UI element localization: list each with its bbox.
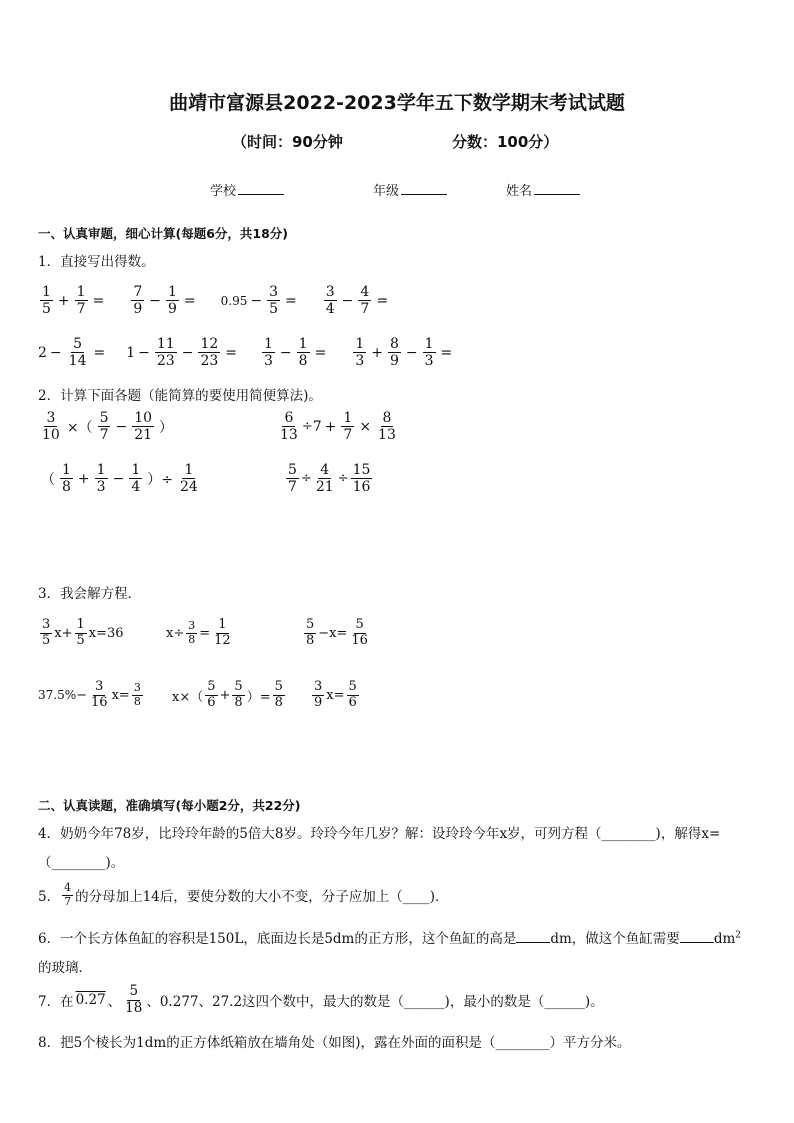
- q3-eq-5: x×（ 5 6 + $\frac{5}{8}$ ）= $\frac{5}{8}$: [172, 679, 283, 710]
- question-7: 7．在 0.27 、 5 18 、0.277、27.2这四个数中，最大的数是（______)，最小的数是（______)。: [38, 983, 604, 1016]
- grade-field[interactable]: 年级: [373, 180, 447, 199]
- question-3-text: 3．我会解方程．: [38, 586, 142, 602]
- time-info: （时间：90分钟: [232, 133, 343, 151]
- q1-row-2: [38, 336, 455, 369]
- q2-expr-1: $\frac{3}{10}$ ×（ 5 7 − $\frac{10}{21}$ ）: [42, 410, 174, 444]
- q3-eq-6: 3 9 x= $\frac{5}{6}$: [314, 679, 357, 710]
- q1-r1-expr-c: 0.95 − $\frac{3}{5}$ =: [220, 284, 297, 318]
- q2-expr-2: $\frac{6}{13}$ ÷ 7 + $\frac{1}{7}$ × $\frac{8}{13}$: [280, 410, 396, 444]
- q1-r1-expr-b: 7 9 − $\frac{1}{9}$ =: [133, 284, 196, 318]
- question-4-line-2: （________)。: [38, 855, 125, 871]
- q1-r1-expr-d: 3 4 − $\frac{4}{7}$ =: [325, 284, 389, 318]
- q3-eq-4: 37.5% − $\frac{3}{16}$ x= $\frac{3}{8}$: [38, 679, 141, 710]
- score-info: 分数：100分）: [452, 133, 559, 151]
- question-1-text: 1．直接写出得数。: [38, 254, 155, 270]
- question-4-line-1: 4．奶奶今年78岁，比玲玲年龄的5倍大8岁。玲玲今年几岁？解：设玲玲今年x岁，可列方程（________)，解得x=: [38, 826, 721, 842]
- question-8: 8．把5个棱长为1dm的正方体纸箱放在墙角处（如图)，露在外面的面积是（________）平方分米。: [38, 1035, 631, 1051]
- question-5: 5． 4 7 的分母加上14后，要使分数的大小不变，分子应加上（____)．: [38, 881, 449, 908]
- q1-r2-expr-a: 2 − $\frac{5}{14}$ =: [38, 336, 106, 370]
- q2-expr-4: $\frac{5}{7}$ ÷ $\frac{4}{21}$ ÷ $\frac{15}{16}$: [288, 462, 371, 496]
- page-title: 曲靖市富源县2022-2023学年五下数学期末考试试题: [169, 92, 625, 114]
- question-6-line-1: 6．一个长方体鱼缸的容积是150L，底面边长是5dm的正方形，这个鱼缸的高是 dm，做这个鱼缸需要 $dm^2$: [38, 930, 741, 947]
- q3-eq-1: 3 5 x+ $\frac{1}{5}$ x= 36: [42, 617, 124, 648]
- section-1-heading: 一、认真审题，细心计算(每题6分，共18分): [38, 226, 289, 241]
- q3-eq-3: 5 8 −x= $\frac{5}{16}$: [306, 617, 368, 648]
- q1-row-1: [38, 284, 391, 317]
- q1-r2-expr-c: 1 3 − $\frac{1}{8}$ =: [264, 336, 327, 370]
- q2-expr-3: （ 1 8 + $\frac{1}{3}$ − $\frac{1}{4}$ ）÷ $\frac{1}{24}$: [41, 462, 198, 496]
- q1-r1-expr-a: 1 5 + $\frac{1}{7}$ =: [42, 284, 105, 318]
- q1-r2-expr-b: 1 − $\frac{11}{23}$ − $\frac{12}{23}$ =: [126, 336, 237, 370]
- name-field[interactable]: 姓名: [506, 180, 580, 199]
- question-2-text: 2．计算下面各题（能简算的要使用简便算法)。: [38, 388, 322, 404]
- q3-eq-2: x÷ $\frac{3}{8}$ = $\frac{1}{12}$: [166, 617, 231, 648]
- question-6-line-2: 的玻璃．: [38, 960, 92, 976]
- q1-r2-expr-d: 1 3 + $\frac{8}{9}$ − $\frac{1}{3}$ =: [355, 336, 453, 370]
- school-field[interactable]: 学校: [210, 180, 284, 199]
- section-2-heading: 二、认真读题，准确填写(每小题2分，共22分): [38, 798, 301, 813]
